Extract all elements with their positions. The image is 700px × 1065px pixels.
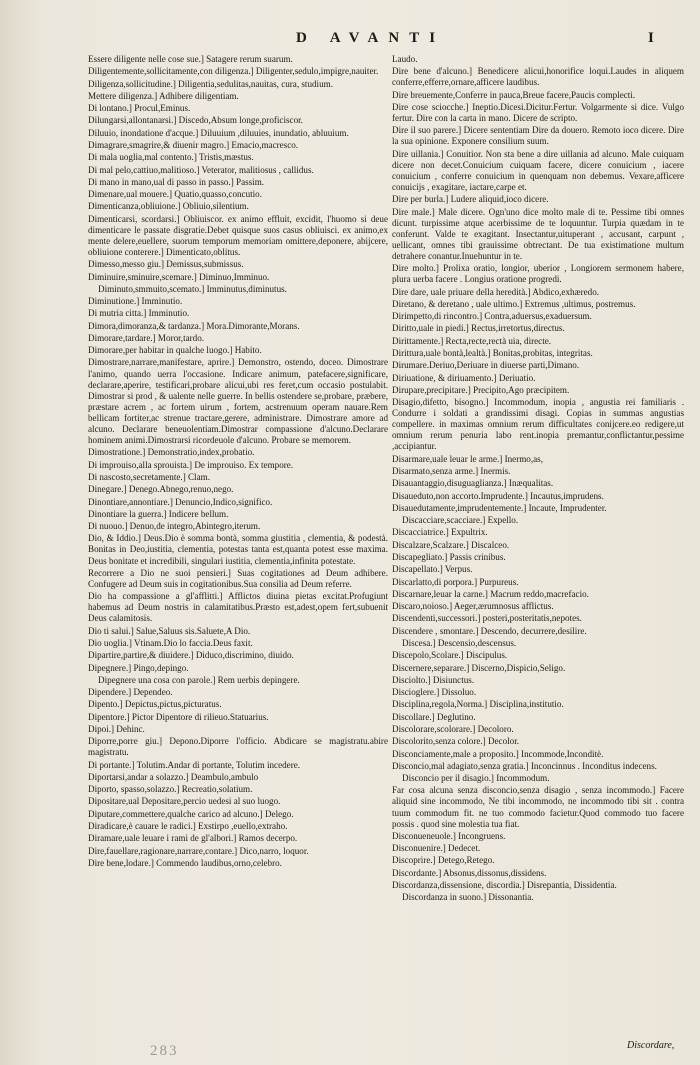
dictionary-entry: Laudo. (392, 54, 418, 64)
dictionary-entry: Dire male.] Male dicere. Ogn'uno dice molto male di te. Pessime tibi omnes dicunt. turpissime atque acerbissime de te loquuntur. Turpia quædam in te conferunt. Valde te exagitant. Insectantur,uituperant , accusant, carpunt , uellicant, omnes tibi grauissime obtrectant. De tua existimatione multum detrahere conantur.Inuehuntur in te. (392, 206, 684, 261)
dictionary-entry: Dire breuemente,Conferre in pauca,Breue facere,Paucis complecti. (392, 89, 636, 100)
dictionary-entry: Discapellato.] Verpus. (392, 564, 473, 575)
dictionary-entry: Dirittamente.] Recta,recte,rectà uia, directe. (392, 335, 552, 346)
dictionary-entry: Dimenticanza,obliuione.] Obliuio,silentium. (88, 201, 249, 212)
dictionary-entry: Dilungarsi,allontanarsi.] Discedo,Absum longe,proficiscor. (88, 115, 303, 126)
dictionary-entry: Disciolto.] Disiunctus. (392, 674, 475, 685)
dictionary-entry: Dire cose sciocche.] Ineptio.Dicesi.Dicitur.Fertur. Volgarmente si dice. Vulgo fertur. Dire con la carta in mano. Dicere de scripto. (392, 101, 684, 124)
dictionary-entry: Discepolo,Scolare.] Discipulus. (392, 650, 508, 661)
running-head-title: D AVANTI (296, 30, 446, 46)
dictionary-entry: Disconcio,mal adagiato,senza gratia.] Inconcinnus . Inconditus indecens. (392, 760, 657, 771)
dictionary-entry: Essere diligente nelle cose sue.] Satagere rerum suarum. (88, 54, 293, 64)
dictionary-entry: Di mal pelo,cattiuo,malitioso.] Veterator, malitiosus , callidus. (88, 164, 314, 175)
dictionary-entry: Dipento.] Depictus,pictus,picturatus. (88, 699, 222, 710)
dictionary-entry: Discendenti,successori.] posteri,posteritatis,nepotes. (392, 613, 582, 624)
dictionary-entry: Discordanza,dissensione, discordia.] Disrepantia, Dissidentia. (392, 880, 617, 891)
dictionary-entry: Dimenticarsi, scordarsi.] Obliuiscor. ex animo effluit, excidit, l'huomo si deue dimenticare le passate disgratie.Debet quisque suos casus obliuisci. ex animo,ex mente delere,euellere, suorum temporum memoriam omittere,deponere, abijcere, obliuione conterere.] Dimenticato,oblitus. (88, 213, 388, 257)
dictionary-entry: Discioglere.] Dissoluo. (392, 687, 477, 698)
dictionary-entry: Discacciare,scacciare.] Expello. (402, 515, 519, 526)
dictionary-entry: Dire bene,lodare.] Commendo laudibus,orno,celebro. (88, 857, 282, 868)
dictionary-entry: Dio ti salui.] Salue,Saluus sis.Saluete,A Dio. (88, 625, 251, 636)
dictionary-entry: Disauantaggio,disuguaglianza.] Inæqualitas. (392, 478, 554, 489)
dictionary-entry: Diminutione.] Imminutio. (88, 296, 183, 307)
dictionary-entry: Disarmare,uale leuar le arme.] Inermo,as, (392, 453, 543, 464)
dictionary-entry: Dinontiare,annontiare.] Denuncio,Indico,significo. (88, 496, 273, 507)
dictionary-entry: Discolorare,scolorare.] Decoloro. (392, 723, 514, 734)
dictionary-entry: Di lontano.] Procul,Eminus. (88, 103, 191, 114)
dictionary-entry: Dipartire,partire,& diuidere.] Diduco,discrimino, diuido. (88, 650, 294, 661)
dictionary-entry: Recorrere a Dio ne suoi pensieri.] Suas cogitationes ad Deum adhibere. Confugere ad Deum suis in cogitationibus.Sua consilia ad Deum referre. (88, 567, 388, 589)
dictionary-entry: Diretano, & deretano , uale ultimo.] Extremus ,ultimus, postremus. (392, 298, 636, 309)
dictionary-entry: Disagio,difetto, bisogno.] Incommodum, inopia , angustia rei familiaris . Condurre i soldati a grandissimi disagi. Copias in summas angustias compellere. in maximas omnium rerum difficultates conijcere.eo redigere,ut omnium rerum penuria labo rent.inopia premantur,conflictantur,pessime ,accipiantur. (392, 397, 684, 452)
dictionary-entry: Diporto, spasso,solazzo.] Recreatio,solatium. (88, 784, 253, 795)
dictionary-entry: Di nascosto,secretamente.] Clam. (88, 471, 210, 482)
dictionary-entry: Di mano in mano,ual di passo in passo.] Passim. (88, 176, 265, 187)
dictionary-entry: Diritto,uale in piedi.] Rectus,irretortus,directus. (392, 323, 565, 334)
dictionary-entry: Dinegare.] Denego.Abnego,renuo,nego. (88, 484, 234, 495)
dictionary-entry: Disconueneuole.] Incongruens. (392, 830, 506, 841)
dictionary-entry: Diramare,uale leuare i rami de gl'albori.] Ramos decerpo. (88, 833, 298, 844)
dictionary-entry: Dimostrare,narrare,manifestare, aprire.] Demonstro, ostendo, doceo. Dimostrare l'animo, quando uerra l'occasione. Indicare animum, patefacere,significare, declarare,aperire, testificari,probare alicui,ubi res feret,cum occasio postulabit. Dimostrar si prod , & ualente nelle guerre. In bellis ostendere se,probare, præbere, præstare acrem , ac fortem uirum , fortem, acstrenuum operam nauare.Rem bellicam fortiter,ac strenue tractare,gerere, administrare. Dimostrare amore ad alcuno. Declarare beneuolentiam.Dimostrar compassione d'alcuno.Declarare hominem animi.Dimostrarsi ricordeuole d'alcuno. Probare se memorem. (88, 357, 388, 446)
dictionary-entry: Discollare.] Deglutino. (392, 711, 476, 722)
dictionary-entry: Dinontiare la guerra.] Indicere bellum. (88, 508, 229, 519)
dictionary-entry: Di improuiso,alla sprouista.] De improuiso. Ex tempore. (88, 459, 294, 470)
dictionary-entry: Dirumare.Deriuo,Deriuare in diuerse parti,Dimano. (392, 360, 580, 371)
dictionary-entry: Discapegliato.] Passis crinibus. (392, 552, 506, 562)
dictionary-entry: Discendere , smontare.] Descendo, decurrere,desilire. (392, 625, 587, 636)
dictionary-entry: Discacciatrice.] Expultrix. (392, 527, 488, 538)
dictionary-entry: Diluuio, inondatione d'acque.] Diluuium ,diluuies, inundatio, abluuium. (88, 127, 349, 138)
dictionary-entry: Dio, & Iddio.] Deus.Dio è somma bontà, somma giustitia , clementia, & podestà. Bonitas in Deo,iustitia, clementia, potestas tanta est,quanta potest esse maxima. Deus bonitate et incredibili, singulari iustitia, clementia,infinita potestate. (88, 533, 388, 566)
dictionary-entry: Disarmato,senza arme.] Inermis. (392, 466, 511, 477)
dictionary-entry: Dire il suo parere.] Dicere sententiam Dire da douero. Remoto ioco dicere. Dire la sua opinione. Exponere consilium suum. (392, 125, 684, 147)
dictionary-entry: Disconcio per il disagio.] Incommodum. (402, 773, 550, 784)
dictionary-entry: Dipositare,ual Depositare,percio uedesi al suo luogo. (88, 796, 281, 807)
dictionary-entry: Discoprire.] Detego,Retego. (392, 855, 495, 866)
dictionary-entry: Discesa.] Descensio,descensus. (402, 637, 517, 648)
dictionary-entry: Dimenare,ual mouere.] Quatio,quasso,concutio. (88, 189, 262, 200)
dictionary-entry: Dire dare, uale priuare della heredità.] Abdico,exhæredo. (392, 286, 600, 297)
dictionary-entry: Dirittura,uale bontà,lealtà.] Bonitas,probitas, integritas. (392, 347, 593, 358)
running-head-letter: I (648, 30, 654, 46)
dictionary-entry: Dipoi.] Dehinc. (88, 723, 145, 734)
dictionary-entry: Dimostratione.] Demonstratio,index,probatio. (88, 447, 255, 458)
dictionary-entry: Di mala uoglia,mal contento.] Tristis,mæstus. (88, 152, 254, 163)
dictionary-entry: Di nuouo.] Denuo,de integro,Abintegro,iterum. (88, 521, 261, 532)
dictionary-entry: Dio ha compassione a gl'afflitti.] Afflictos diuina pietas excitat.Profugiunt habemus ad Deum nostris in calamitatibus.Præsto est,adest,opem fert,subuenit Deus calamitosis. (88, 591, 388, 624)
dictionary-entry: Diporre,porre giu.] Depono.Diporre l'officio. Abdicare se magistratu.abire magistratu. (88, 736, 388, 758)
dictionary-entry: Dipendere.] Dependeo. (88, 687, 173, 698)
dictionary-entry: Far cosa alcuna senza disconcio,senza disagio , senza incommodo.] Facere aliquid sine incommodo, Ne tibi incommodo, ne incommodo tibi sit . contra tuum commodum fit. ne tuo commodo facietur.Quod commodo tuo facere possis . quod sine molestia tua fiat. (392, 785, 684, 829)
dictionary-entry: Dimesso,messo giu.] Demissus,submissus. (88, 259, 244, 270)
dictionary-entry: Disauedutamente,imprudentemente.] Incaute, Imprudenter. (392, 502, 607, 513)
dictionary-entry: Disciplina,regola,Norma.] Disciplina,institutio. (392, 699, 564, 710)
dictionary-entry: Discalzare,Scalzare.] Discalceo. (392, 539, 510, 550)
dictionary-entry: Diminuire,sminuire,scemare.] Diminuo,Imminuo. (88, 271, 270, 282)
dictionary-entry: Discordanza in suono.] Dissonantia. (402, 892, 534, 903)
dictionary-entry: Discaro,noioso.] Aeger,ærumnosus afflictus. (392, 601, 554, 612)
dictionary-entry: Disconciamente,male a proposito.] Incommode,Inconditè. (392, 748, 604, 759)
dictionary-entry: Discernere,separare.] Discerno,Dispicio,Seligo. (392, 662, 566, 673)
dictionary-entry: Disaueduto,non accorto.Imprudente.] Incautus,imprudens. (392, 490, 604, 501)
dictionary-entry: Diradicare,è cauare le radici.] Exstirpo ,euello,extraho. (88, 821, 288, 831)
running-head (0, 30, 700, 52)
dictionary-entry: Diligentemente,sollicitamente,con diligenza.] Diligenter,sedulo,impigre,nauiter. (88, 66, 379, 77)
dictionary-entry: Dire molto.] Prolixa oratio, longior, uberior , Longiorem sermonem habere, plura uerba facere . Longius oratione progredi. (392, 263, 684, 285)
dictionary-entry: Mettere diligenza.] Adhibere diligentiam. (88, 90, 239, 101)
dictionary-entry: Dire uillania.] Conuitior. Non sta bene a dire uillania ad alcuno. Male cuiquam dicere non decet.Conuicium cuiquam facere, dicere conuicium , iacere conuicium , conferre conuicium in quenquam non debemus. Vexare,afficere conuicijs , exagitare, iactare,carpe et. (392, 148, 684, 192)
dictionary-entry: Dimorare,per habitar in qualche luogo.] Habito. (88, 345, 262, 356)
dictionary-entry: Diligenza,sollicitudine.] Diligentia,sedulitas,nauitas, cura, studium. (88, 78, 333, 89)
dictionary-entry: Dirupare,precipitare.] Precipito,Ago præcipitem. (392, 384, 570, 395)
dictionary-entry: Discarnare,leuar la carne.] Macrum reddo,macrefacio. (392, 588, 589, 599)
dictionary-entry: Dire,fauellare,ragionare,narrare,contare.] Dico,narro, loquor. (88, 845, 309, 856)
dictionary-entry: Diportarsi,andar a solazzo.] Deambulo,ambulo (88, 771, 259, 782)
dictionary-entry: Di mutria citta.] Imminutio. (88, 308, 190, 319)
dictionary-entry: Discordante.] Absonus,dissonus,dissidens. (392, 867, 547, 878)
dictionary-entry: Dio uoglia.] Vtinam.Dio lo faccia.Deus faxit. (88, 637, 253, 648)
dictionary-entry: Dipentore.] Pictor Dipentore di rilieuo.Statuarius. (88, 711, 269, 722)
right-column (392, 54, 684, 905)
dictionary-entry: Dimagrare,smagrire,& diuenir magro.] Emacio,macresco. (88, 139, 299, 150)
dictionary-entry: Diminuto,smmuito,scemato.] Imminutus,diminutus. (98, 283, 287, 294)
dictionary-entry: Dipegnere.] Pingo,depingo. (88, 662, 189, 673)
dictionary-entry: Dirimpetto,di rincontro.] Contra,aduersus,exaduersum. (392, 311, 592, 322)
dictionary-entry: Dire bene d'alcuno.] Benedicere alicui,honorifice loqui.Laudes in aliquem conferre,efferre,ornare,afficere laudibus. (392, 66, 684, 88)
dictionary-entry: Dimora,dimoranza,& tardanza.] Mora.Dimorante,Morans. (88, 320, 300, 331)
dictionary-entry: Dipegnere una cosa con parole.] Rem uerbis depingere. (98, 674, 300, 685)
dictionary-entry: Dimorare,tardare.] Moror,tardo. (88, 332, 205, 343)
dictionary-entry: Dire per burla.] Ludere aliquid,ioco dicere. (392, 194, 549, 205)
dictionary-entry: Discolorito,senza colore.] Decolor. (392, 736, 520, 747)
left-column (88, 54, 388, 870)
dictionary-entry: Diputare,commettere,qualche carico ad alcuno.] Delego. (88, 808, 294, 819)
dictionary-entry: Di portante.] Tolutim.Andar di portante, Tolutim incedere. (88, 759, 301, 770)
folio-mark: 283 (150, 1043, 179, 1059)
dictionary-entry: Discarlatto,di porpora.] Purpureus. (392, 576, 519, 587)
catchword: Discordare, (627, 1040, 675, 1051)
dictionary-entry: Disconuenire.] Dedecet. (392, 843, 481, 854)
dictionary-entry: Diriuatione, & diriuamento.] Deriuatio. (392, 372, 536, 383)
